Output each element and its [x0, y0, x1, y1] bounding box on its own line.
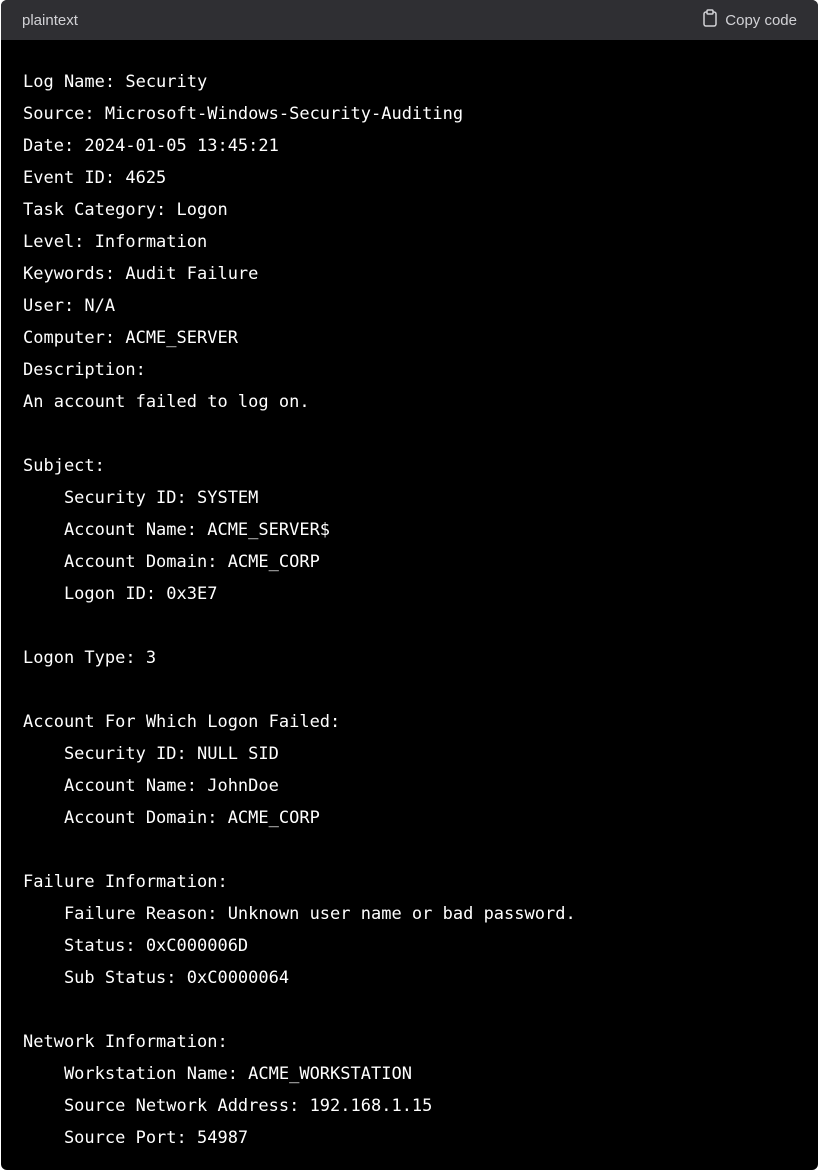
- code-line: Sub Status: 0xC0000064: [23, 968, 290, 988]
- code-line: Logon ID: 0x3E7: [23, 584, 218, 604]
- code-block-header: [1, 0, 818, 40]
- code-line: Account Domain: ACME_CORP: [23, 552, 320, 572]
- code-content: [1, 40, 818, 1154]
- code-line: Source Network Address: 192.168.1.15: [23, 1096, 433, 1116]
- code-line: Source Port: 54987: [23, 1128, 249, 1148]
- code-line: [23, 674, 818, 706]
- clipboard-icon: [702, 9, 718, 31]
- code-line: Account Name: ACME_SERVER$: [23, 520, 331, 540]
- code-line: An account failed to log on.: [23, 392, 310, 412]
- code-line: Network Information:: [23, 1032, 228, 1052]
- code-line: Security ID: NULL SID: [23, 744, 279, 764]
- code-line: Task Category: Logon: [23, 200, 228, 220]
- code-line: Description:: [23, 360, 146, 380]
- code-line: [23, 994, 818, 1026]
- code-line: Date: 2024-01-05 13:45:21: [23, 136, 279, 156]
- code-line: Computer: ACME_SERVER: [23, 328, 238, 348]
- code-line: Status: 0xC000006D: [23, 936, 249, 956]
- code-line: User: N/A: [23, 296, 116, 316]
- copy-code-button[interactable]: [702, 9, 797, 31]
- copy-code-label: Copy code: [725, 11, 797, 29]
- code-line: Logon Type: 3: [23, 648, 157, 668]
- code-line: Event ID: 4625: [23, 168, 167, 188]
- code-line: Log Name: Security: [23, 72, 208, 92]
- code-line: [23, 418, 818, 450]
- code-line: Failure Reason: Unknown user name or bad password.: [23, 904, 576, 924]
- code-line: Security ID: SYSTEM: [23, 488, 259, 508]
- code-line: Keywords: Audit Failure: [23, 264, 259, 284]
- code-line: Account Domain: ACME_CORP: [23, 808, 320, 828]
- code-line: Failure Information:: [23, 872, 228, 892]
- code-line: Workstation Name: ACME_WORKSTATION: [23, 1064, 412, 1084]
- code-line: Account Name: JohnDoe: [23, 776, 279, 796]
- code-line: [23, 834, 818, 866]
- code-line: Level: Information: [23, 232, 208, 252]
- code-line: Subject:: [23, 456, 105, 476]
- code-line: [23, 610, 818, 642]
- language-label: plaintext: [22, 11, 78, 29]
- code-line: Account For Which Logon Failed:: [23, 712, 341, 732]
- code-block: [1, 0, 818, 1170]
- code-line: Source: Microsoft-Windows-Security-Auditing: [23, 104, 464, 124]
